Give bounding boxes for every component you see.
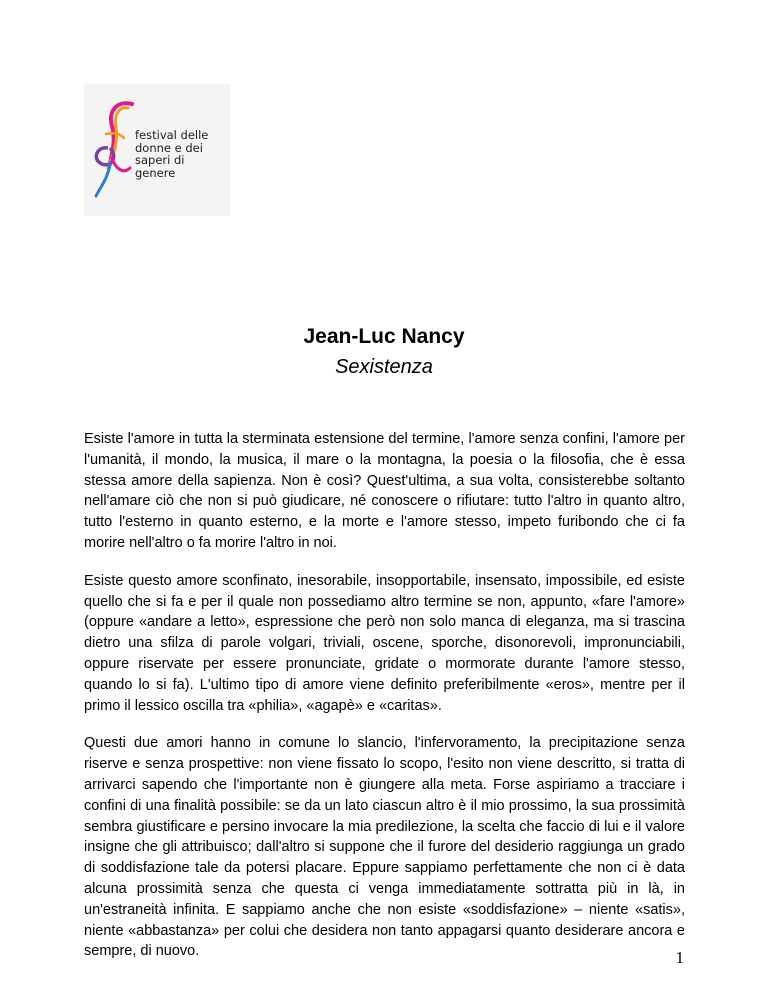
logo-line: donne e dei bbox=[135, 140, 203, 155]
body-text bbox=[84, 429, 685, 979]
document-title: Sexistenza bbox=[335, 356, 433, 378]
logo-line: genere bbox=[135, 165, 176, 180]
paragraph: Questi due amori hanno in comune lo slancio, l'infervoramento, la precipitazione senza riserve e senza prospettive: non viene fissato lo scopo, l'esito non viene descritto, si tratta di arrivarci sapendo che l'importante non è giungere alla meta. Forse aspiriamo a tracciare i confini di una finalità possibile: se da un lato ciascun altro è il mio prossimo, la sua prossimità sembra giustificare e persino invocare la mia predilezione, la scelta che faccio di lui e il valore insigne che gli attribuisco; dall'altro si suppone che il furore del desiderio raggiunga un grado di soddisfazione tale da potersi placare. Eppure sappiamo perfettamente che non ci è data alcuna prossimità senza che questa ci venga immediatamente sottratta più in là, in un'estraneità infinita. E sappiamo anche che non esiste «soddisfazione» – niente «satis», niente «abbastanza» per colui che desidera non tanto appagarsi quanto desiderare ancora e sempre, di nuovo. bbox=[84, 735, 685, 960]
paragraph: Esiste questo amore sconfinato, inesorabile, insopportabile, insensato, impossibile, ed esiste quello che si fa e per il quale non possediamo altro termine se non, appunto, «fare l'amore» (oppure «andare a letto», espressione che però non solo manca di eleganza, ma si trascina dietro una sfilza di parole volgari, triviali, oscene, sporche, disonorevoli, impronunciabili, oppure riservate per essere pronunciate, gridate o mormorate durante l'amore stesso, quando lo si fa). L'ultimo tipo di amore viene definito preferibilmente «eros», mentre per il primo il lessico oscilla tra «philia», «agapè» e «caritas». bbox=[84, 572, 685, 714]
festival-logo-mark-icon bbox=[94, 98, 138, 200]
author-name: Jean-Luc Nancy bbox=[303, 325, 465, 348]
page-number: 1 bbox=[675, 948, 684, 967]
logo-line: festival delle bbox=[135, 128, 209, 142]
paragraph: Esiste l'amore in tutta la sterminata estensione del termine, l'amore senza confini, l'amore per l'umanità, il mondo, la musica, il mare o la montagna, la poesia o la filosofia, che è essa stessa amore della sapienza. Non è così? Quest'ultima, a sua volta, consisterebbe soltanto nell'amare ciò che non si può giudicare, né conoscere o rifiutare: tutto l'altro in quanto altro, tutto l'esterno in quanto esterno, e la morte e l'amore stesso, impeto furibondo che ci fa morire nell'altro o fa morire l'altro in noi. bbox=[84, 431, 685, 551]
festival-logo bbox=[84, 84, 230, 216]
festival-logo-text bbox=[135, 129, 225, 179]
logo-line: saperi di bbox=[135, 153, 185, 167]
